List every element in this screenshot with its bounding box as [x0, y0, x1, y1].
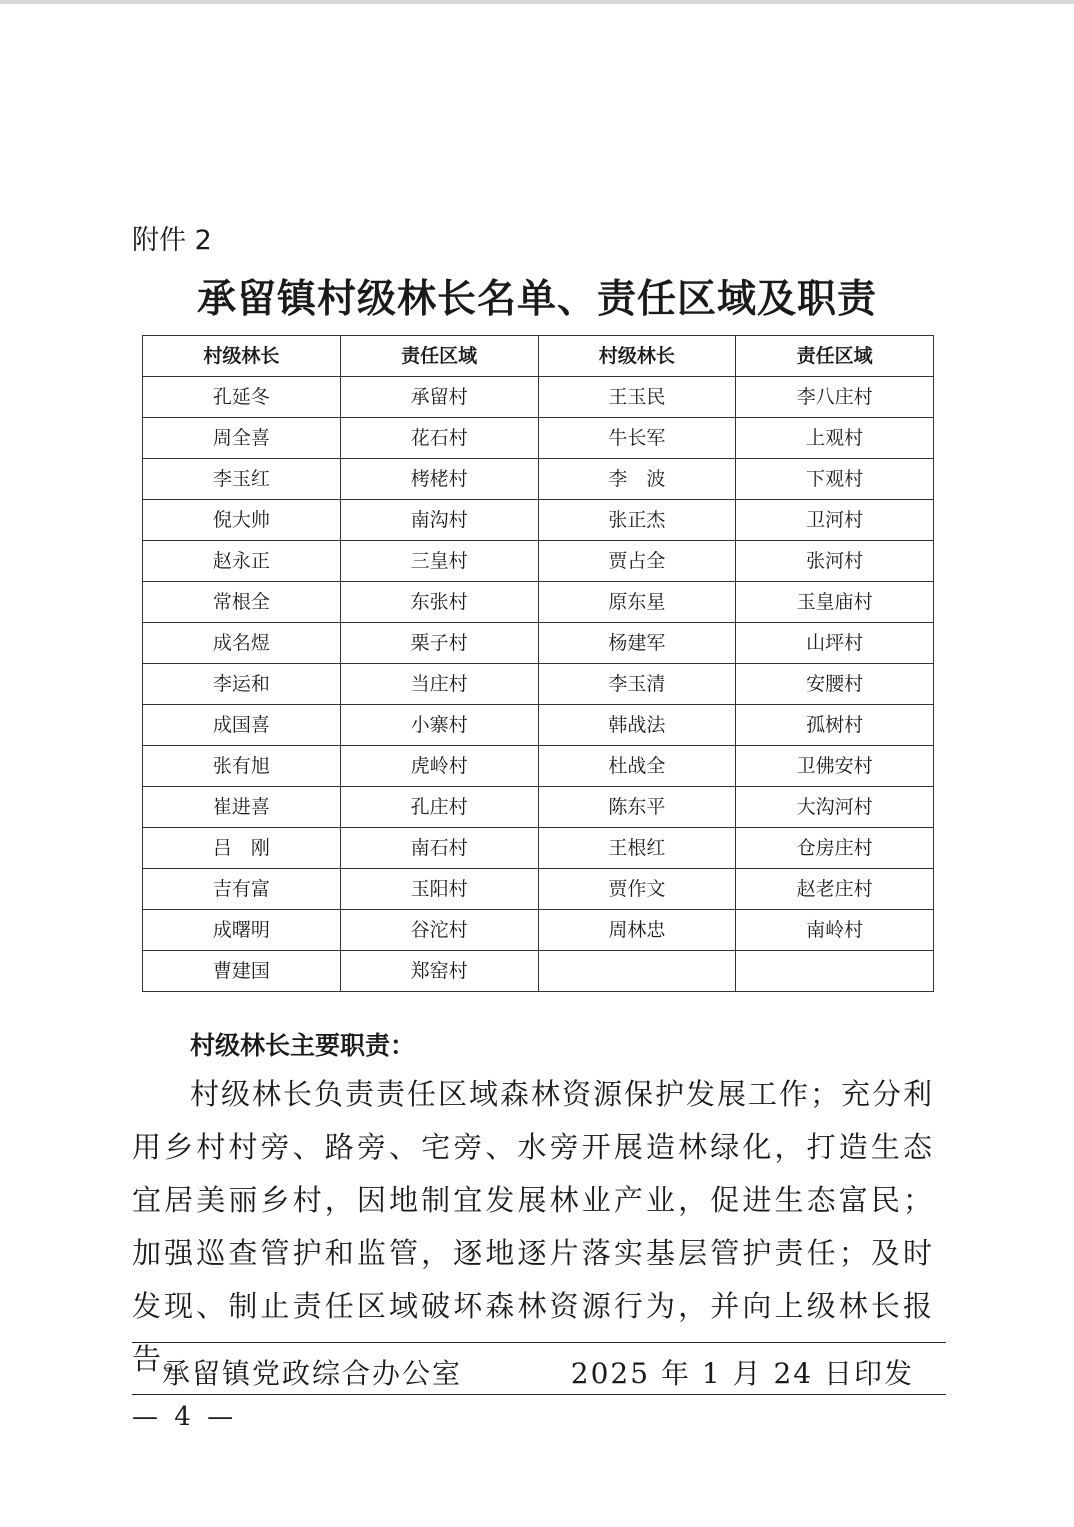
table-row	[143, 828, 934, 869]
table-row	[143, 705, 934, 746]
page-number: — 4 —	[132, 1402, 238, 1432]
table-row	[143, 459, 934, 500]
forest-chief-cell: 成曙明	[143, 910, 341, 951]
responsibility-area-cell: 玉阳村	[340, 869, 538, 910]
forest-chief-cell: 李玉红	[143, 459, 341, 500]
attachment-label: 附件 2	[132, 225, 212, 256]
forest-chief-cell: 王根红	[538, 828, 736, 869]
forest-chief-cell: 张有旭	[143, 746, 341, 787]
responsibility-area-cell: 卫佛安村	[736, 746, 934, 787]
issuing-office: 承留镇党政综合办公室	[162, 1357, 463, 1390]
forest-chief-cell	[538, 951, 736, 992]
responsibility-area-cell: 安腰村	[736, 664, 934, 705]
responsibility-area-cell: 承留村	[340, 377, 538, 418]
table-row	[143, 541, 934, 582]
responsibility-area-cell: 卫河村	[736, 500, 934, 541]
responsibility-area-cell: 南石村	[340, 828, 538, 869]
forest-chief-cell: 崔进喜	[143, 787, 341, 828]
column-header: 责任区域	[736, 336, 934, 377]
forest-chief-cell: 成国喜	[143, 705, 341, 746]
column-header: 责任区域	[340, 336, 538, 377]
column-header: 村级林长	[143, 336, 341, 377]
table-row	[143, 910, 934, 951]
forest-chief-table	[142, 335, 934, 992]
responsibility-area-cell: 赵老庄村	[736, 869, 934, 910]
top-border	[0, 0, 1074, 4]
responsibility-area-cell: 上观村	[736, 418, 934, 459]
table-row	[143, 377, 934, 418]
responsibility-area-cell: 李八庄村	[736, 377, 934, 418]
forest-chief-cell: 杨建军	[538, 623, 736, 664]
forest-chief-cell: 贾占全	[538, 541, 736, 582]
forest-chief-cell: 吕 刚	[143, 828, 341, 869]
table-row	[143, 869, 934, 910]
forest-chief-cell: 孔延冬	[143, 377, 341, 418]
forest-chief-cell: 成名煜	[143, 623, 341, 664]
forest-chief-cell: 杜战全	[538, 746, 736, 787]
table-row	[143, 582, 934, 623]
table-row	[143, 787, 934, 828]
responsibility-area-cell: 孤树村	[736, 705, 934, 746]
responsibility-area-cell: 南岭村	[736, 910, 934, 951]
forest-chief-cell: 贾作文	[538, 869, 736, 910]
table-row	[143, 664, 934, 705]
forest-chief-cell: 原东星	[538, 582, 736, 623]
forest-chief-cell: 张正杰	[538, 500, 736, 541]
forest-chief-cell: 韩战法	[538, 705, 736, 746]
document-title: 承留镇村级林长名单、责任区域及职责	[196, 277, 877, 322]
forest-chief-cell: 牛长军	[538, 418, 736, 459]
responsibility-area-cell	[736, 951, 934, 992]
responsibility-area-cell: 仓房庄村	[736, 828, 934, 869]
responsibility-area-cell: 栗子村	[340, 623, 538, 664]
table-row	[143, 746, 934, 787]
forest-chief-cell: 王玉民	[538, 377, 736, 418]
table-row	[143, 623, 934, 664]
forest-chief-cell: 倪大帅	[143, 500, 341, 541]
issue-date: 2025 年 1 月 24 日印发	[570, 1357, 914, 1390]
footer-top-rule	[132, 1342, 946, 1343]
table-body	[143, 377, 934, 992]
responsibility-area-cell: 郑窑村	[340, 951, 538, 992]
forest-chief-cell: 曹建国	[143, 951, 341, 992]
responsibility-area-cell: 三皇村	[340, 541, 538, 582]
forest-chief-cell: 李 波	[538, 459, 736, 500]
responsibility-area-cell: 花石村	[340, 418, 538, 459]
duties-heading: 村级林长主要职责：	[190, 1031, 416, 1060]
responsibility-area-cell: 孔庄村	[340, 787, 538, 828]
responsibility-area-cell: 虎岭村	[340, 746, 538, 787]
forest-chief-cell: 赵永正	[143, 541, 341, 582]
responsibility-area-cell: 当庄村	[340, 664, 538, 705]
responsibility-area-cell: 玉皇庙村	[736, 582, 934, 623]
forest-chief-cell: 李玉清	[538, 664, 736, 705]
table-row	[143, 500, 934, 541]
duties-paragraph: 村级林长负责责任区域森林资源保护发展工作；充分利用乡村村旁、路旁、宅旁、水旁开展造林绿化，打造生态宜居美丽乡村，因地制宜发展林业产业，促进生态富民；加强巡查管护和监管，逐地逐片落实基层管护责任；及时发现、制止责任区域破坏森林资源行为，并向上级林长报告。	[132, 1077, 935, 1376]
responsibility-area-cell: 南沟村	[340, 500, 538, 541]
footer-bottom-rule	[132, 1394, 946, 1395]
responsibility-area-cell: 东张村	[340, 582, 538, 623]
forest-chief-cell: 李运和	[143, 664, 341, 705]
forest-chief-cell: 周全喜	[143, 418, 341, 459]
table-row	[143, 418, 934, 459]
responsibility-area-cell: 小寨村	[340, 705, 538, 746]
forest-chief-cell: 周林忠	[538, 910, 736, 951]
forest-chief-cell: 吉有富	[143, 869, 341, 910]
forest-chief-cell: 陈东平	[538, 787, 736, 828]
responsibility-area-cell: 大沟河村	[736, 787, 934, 828]
column-header: 村级林长	[538, 336, 736, 377]
responsibility-area-cell: 张河村	[736, 541, 934, 582]
responsibility-area-cell: 下观村	[736, 459, 934, 500]
table-row	[143, 951, 934, 992]
responsibility-area-cell: 谷沱村	[340, 910, 538, 951]
responsibility-area-cell: 山坪村	[736, 623, 934, 664]
table-header-row	[143, 336, 934, 377]
forest-chief-cell: 常根全	[143, 582, 341, 623]
responsibility-area-cell: 栲栳村	[340, 459, 538, 500]
